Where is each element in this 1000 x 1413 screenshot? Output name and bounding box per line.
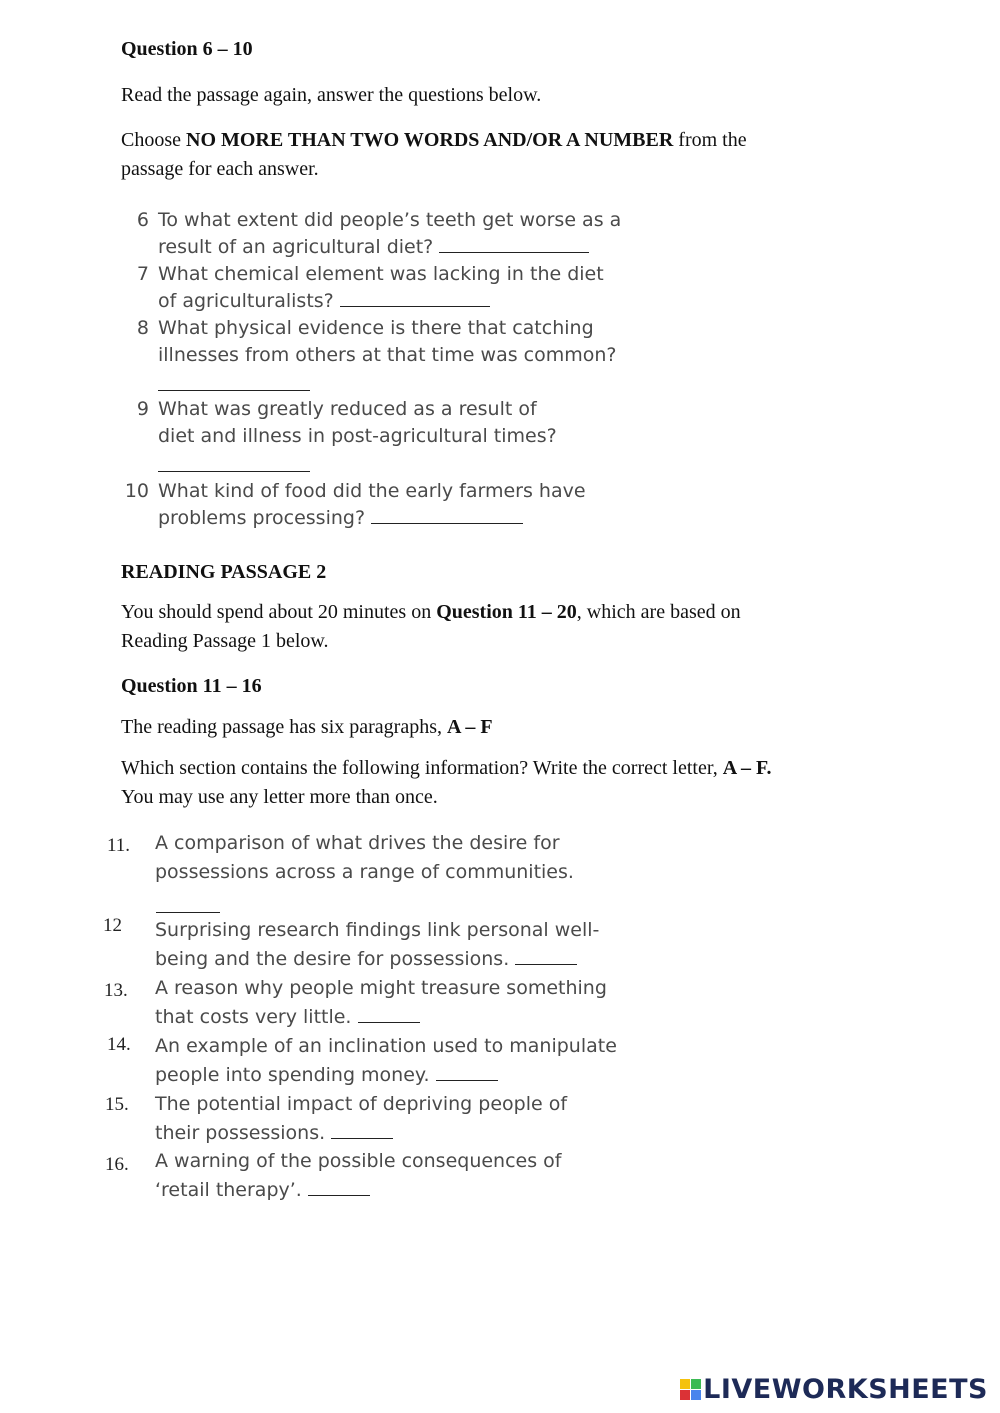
question-text: A warning of the possible consequences of bbox=[155, 1150, 562, 1172]
question-text: What was greatly reduced as a result of bbox=[158, 398, 537, 420]
question-text-line2: that costs very little. bbox=[155, 1004, 420, 1031]
question-text: To what extent did people’s teeth get worse as a bbox=[158, 209, 622, 231]
question-item bbox=[121, 478, 721, 538]
answer-blank[interactable] bbox=[340, 288, 490, 307]
liveworksheets-logo bbox=[680, 1374, 988, 1405]
question-text-line2: of agriculturalists? bbox=[158, 288, 490, 315]
question-text: A reason why people might treasure something bbox=[155, 977, 607, 999]
question-number: 6 bbox=[136, 209, 149, 231]
question-text-line2: being and the desire for possessions. bbox=[155, 946, 577, 973]
question-item bbox=[103, 917, 703, 977]
question-text-line2: possessions across a range of communities. bbox=[155, 861, 574, 883]
question-text-line2: their possessions. bbox=[155, 1120, 393, 1147]
question-item bbox=[121, 207, 721, 267]
question-number: 15. bbox=[105, 1094, 129, 1115]
passage-heading: READING PASSAGE 2 bbox=[121, 561, 327, 583]
question-text: What physical evidence is there that catching bbox=[158, 317, 594, 339]
logo-text: LIVEWORKSHEETS bbox=[703, 1374, 988, 1405]
answer-blank[interactable] bbox=[358, 1004, 420, 1023]
question-text-line2: ‘retail therapy’. bbox=[155, 1177, 370, 1204]
answer-blank[interactable] bbox=[158, 372, 310, 391]
question-number: 10 bbox=[124, 480, 149, 502]
question-item bbox=[107, 830, 707, 915]
question-item bbox=[105, 1148, 705, 1208]
question-number: 7 bbox=[136, 263, 149, 285]
question-text: What kind of food did the early farmers have bbox=[158, 480, 586, 502]
question-range-heading: Question 11 – 16 bbox=[121, 675, 262, 697]
question-number: 12 bbox=[103, 915, 122, 936]
question-item bbox=[104, 975, 704, 1035]
question-item bbox=[121, 261, 721, 321]
matching-instruction: Which section contains the following information? Write the correct letter, A – F. You may use any letter more than once. bbox=[121, 757, 772, 808]
answer-blank[interactable] bbox=[156, 894, 220, 913]
answer-blank[interactable] bbox=[158, 453, 310, 472]
logo-icon bbox=[680, 1379, 701, 1400]
question-text-line2: diet and illness in post-agricultural times? bbox=[158, 425, 557, 447]
answer-blank[interactable] bbox=[371, 505, 523, 524]
answer-blank[interactable] bbox=[439, 234, 589, 253]
question-text-line2: people into spending money. bbox=[155, 1062, 498, 1089]
answer-blank[interactable] bbox=[308, 1177, 370, 1196]
question-item bbox=[105, 1091, 705, 1151]
question-text-line2: result of an agricultural diet? bbox=[158, 234, 589, 261]
question-number: 11. bbox=[107, 835, 131, 856]
question-item bbox=[121, 396, 721, 481]
question-text: What chemical element was lacking in the diet bbox=[158, 263, 604, 285]
paragraphs-instruction: The reading passage has six paragraphs, A – F bbox=[121, 716, 493, 738]
question-number: 13. bbox=[104, 980, 128, 1001]
answer-blank[interactable] bbox=[436, 1062, 498, 1081]
answer-blank[interactable] bbox=[515, 946, 577, 965]
choose-instruction: Choose NO MORE THAN TWO WORDS AND/OR A NUMBER from the passage for each answer. bbox=[121, 129, 747, 180]
question-text: Surprising research findings link personal well- bbox=[155, 919, 600, 941]
question-number: 9 bbox=[136, 398, 149, 420]
question-number: 14. bbox=[107, 1034, 131, 1055]
question-text-line2: illnesses from others at that time was common? bbox=[158, 344, 617, 366]
section-heading: Question 6 – 10 bbox=[121, 38, 253, 60]
question-text: The potential impact of depriving people of bbox=[155, 1093, 568, 1115]
question-text: A comparison of what drives the desire for bbox=[155, 832, 560, 854]
instruction-text: Read the passage again, answer the questions below. bbox=[121, 84, 542, 106]
time-instruction: You should spend about 20 minutes on Question 11 – 20, which are based on Reading Passage 1 below. bbox=[121, 601, 741, 652]
question-number: 16. bbox=[105, 1154, 129, 1175]
question-text-line2: problems processing? bbox=[158, 505, 523, 532]
question-item bbox=[121, 315, 721, 400]
question-number: 8 bbox=[136, 317, 149, 339]
question-item bbox=[107, 1033, 707, 1093]
question-text: An example of an inclination used to manipulate bbox=[155, 1035, 617, 1057]
answer-blank[interactable] bbox=[331, 1120, 393, 1139]
